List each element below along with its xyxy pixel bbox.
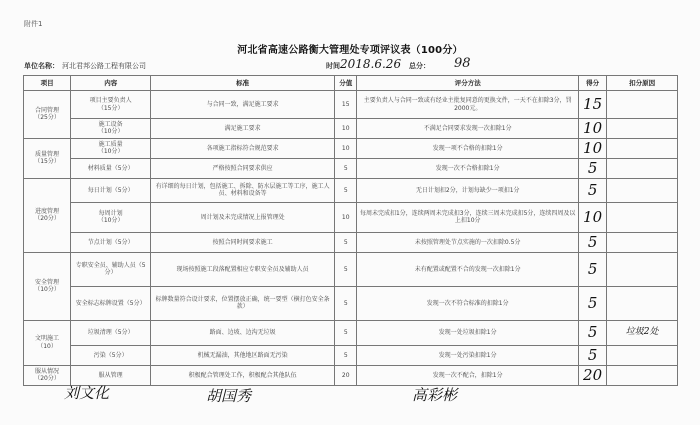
table-row [24,320,678,345]
remark-cell [607,178,678,202]
method-cell: 无日计划扣2分，计划每缺少一项扣1分 [357,178,579,202]
table-row [24,91,678,119]
item-cell: 进度管理 （20分） [24,178,71,252]
score-cell: 20 [578,365,606,385]
value-cell: 5 [335,320,357,345]
score-cell: 5 [578,232,606,252]
standard-cell: 按照合同时间要求施工 [151,232,335,252]
table-row [24,345,678,365]
remark-cell [607,252,678,286]
standard-cell: 标牌数量符合设计要求，位置摆放正确，统一要型（横打色安全条款） [151,286,335,320]
content-cell: 专职安全员、辅助人员（5分） [71,252,151,286]
remark-cell [607,232,678,252]
value-cell: 10 [335,119,357,139]
value-cell: 10 [335,202,357,232]
time-value: 2018.6.26 [340,57,402,71]
total-value: 98 [454,56,471,71]
table-row [24,252,678,286]
content-cell: 服从管理 [71,365,151,385]
table-row [24,232,678,252]
header-standard: 标准 [151,76,335,91]
method-cell: 发现一项不合格的扣除1分 [357,138,579,158]
standard-cell: 周计划及未完成情况上报管理处 [151,202,335,232]
table-row [24,138,678,158]
score-cell: 10 [578,138,606,158]
value-cell: 10 [335,138,357,158]
score-cell: 5 [578,158,606,178]
value-cell: 5 [335,158,357,178]
unit-label: 单位名称： [24,62,59,70]
signature-1: 刘文化 [64,384,110,402]
remark-cell [607,91,678,119]
score-cell: 5 [578,286,606,320]
remark-cell [607,286,678,320]
standard-cell: 严格按照合同要求供应 [151,158,335,178]
header-value: 分值 [335,76,357,91]
item-cell: 质量管理 （15分） [24,138,71,178]
table-row [24,158,678,178]
method-cell: 未按照管理处节点实施的一次扣除0.5分 [357,232,579,252]
method-cell: 发现一次不配合，扣除1分 [357,365,579,385]
method-cell: 不满足合同要求发现一次扣除1分 [357,119,579,139]
header-content: 内容 [71,76,151,91]
item-cell: 安全管理 （10分） [24,252,71,320]
table-row [24,178,678,202]
header-method: 评分方法 [357,76,579,91]
content-cell: 材料质量（5分） [71,158,151,178]
header-item: 项目 [24,76,71,91]
value-cell: 5 [335,232,357,252]
score-cell: 5 [578,345,606,365]
value-cell: 5 [335,252,357,286]
content-cell: 项目主要负责人 （15分） [71,91,151,119]
remark-cell: 垃圾2处 [607,320,678,345]
item-cell: 合同管理 （25分） [24,91,71,139]
content-cell: 施工质量 （10分） [71,138,151,158]
method-cell: 未有配置或配置不合的发现一次扣除1分 [357,252,579,286]
item-cell: 文明施工 （10） [24,320,71,365]
header-score: 得分 [578,76,606,91]
table-row [24,365,678,385]
value-cell: 5 [335,345,357,365]
method-cell: 主要负责人与合同一致或有经业主批复同意的更换文件，一天不在扣除3分，罚2000元。 [357,91,579,119]
remark-cell [607,158,678,178]
value-cell: 20 [335,365,357,385]
remark-cell [607,345,678,365]
score-cell: 15 [578,91,606,119]
score-cell: 10 [578,119,606,139]
standard-cell: 满足施工要求 [151,119,335,139]
standard-cell: 机械无漏油，其他地区路面无污染 [151,345,335,365]
standard-cell: 各项施工指标符合规范要求 [151,138,335,158]
unit-value: 河北君邦公路工程有限公司 [62,62,146,70]
value-cell: 5 [335,286,357,320]
score-cell: 5 [578,178,606,202]
standard-cell: 与合同一致，满足施工要求 [151,91,335,119]
signature-2: 胡国秀 [206,387,252,405]
content-cell: 垃圾清理（5分） [71,320,151,345]
method-cell: 发现一处污染扣除1分 [357,345,579,365]
item-cell: 服从情况 （20分） [24,365,71,385]
content-cell: 每日计划（5分） [71,178,151,202]
method-cell: 每周未完成扣1分，连续两周未完成扣3分，连续三周未完成扣5分，连续四周及以上扣10分 [357,202,579,232]
remark-cell [607,119,678,139]
table-row [24,202,678,232]
total-label: 总分： [409,62,430,70]
standard-cell: 路面、边坡、边沟无垃圾 [151,320,335,345]
signature-3: 高彩彬 [412,386,458,404]
method-cell: 发现一处垃圾扣除1分 [357,320,579,345]
value-cell: 15 [335,91,357,119]
remark-cell [607,365,678,385]
content-cell: 节点计划（5分） [71,232,151,252]
attachment-label: 附件1 [24,20,43,28]
table-header-row [24,76,678,91]
content-cell: 安全标志标牌设置（5分） [71,286,151,320]
form-title: 河北省高速公路衡大管理处专项评议表（100分） [237,45,463,56]
score-cell: 10 [578,202,606,232]
evaluation-table [23,75,678,386]
table-row [24,119,678,139]
score-cell: 5 [578,252,606,286]
table-row [24,286,678,320]
standard-cell: 现场按照施工段落配置相应专职安全员及辅助人员 [151,252,335,286]
content-cell: 每周计划 （10分） [71,202,151,232]
standard-cell: 有详细的每日计划，包括施工、拆除、防水层施工等工序，施工人员、材料和设备等 [151,178,335,202]
content-cell: 施工设备 （10分） [71,119,151,139]
score-cell: 5 [578,320,606,345]
method-cell: 发现一次不合格扣除1分 [357,158,579,178]
method-cell: 发现一次不符合标准的扣除1分 [357,286,579,320]
standard-cell: 积极配合管理处工作，积极配合其他队伍 [151,365,335,385]
header-remark: 扣分原因 [607,76,678,91]
content-cell: 污染（5分） [71,345,151,365]
remark-cell [607,138,678,158]
remark-cell [607,202,678,232]
value-cell: 5 [335,178,357,202]
time-label: 时间 [326,62,340,70]
